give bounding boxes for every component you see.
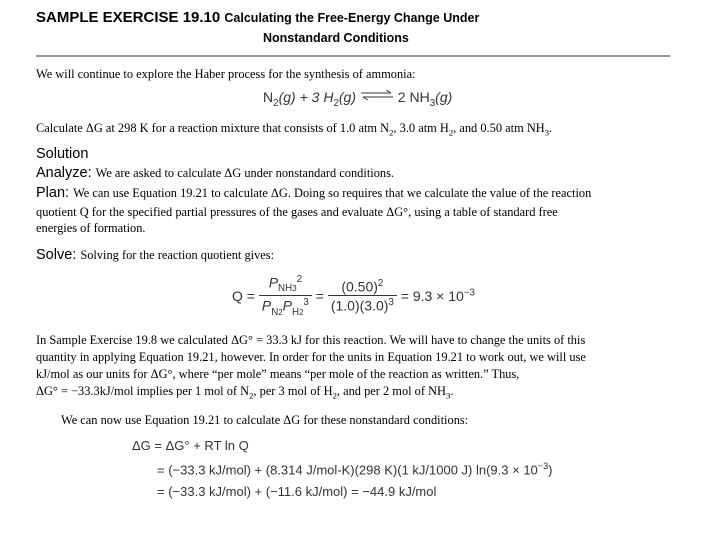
explanation-paragraph [36,332,686,404]
plan-text-2: quotient Q for the specified partial pressures of the gases and evaluate ΔG°, using a table of standard free [36,205,558,219]
equilibrium-arrow-icon [360,87,394,103]
q-num-sub2: 3 [292,284,297,294]
q-den-value-sup: 3 [388,297,394,309]
solve-text: Solving for the reaction quotient gives: [80,248,275,262]
problem-statement [36,120,552,141]
q-result-exp: −3 [463,287,475,299]
q-equation [232,274,475,318]
q-num-value: (0.50) [341,278,378,295]
problem-sub-nh3: 3 [544,127,550,138]
dg-equation-row1: ΔG = ΔG° + RT ln Q [132,438,249,453]
problem-part4: . [549,121,553,135]
dg-row2-exp: −3 [537,461,549,471]
q-den-sub1b: 2 [278,307,283,317]
exercise-number: SAMPLE EXERCISE 19.10 [36,9,221,26]
exercise-title-line1: Calculating the Free-Energy Change Under [224,11,480,25]
paragraph-line4d: . [450,384,454,398]
q-fraction-numeric [328,278,397,314]
product-nh3-sub: 3 [429,97,436,109]
problem-part1: Calculate ΔG at 298 K for a reaction mixture that consists of 1.0 atm N [36,121,390,135]
q-result [401,288,475,304]
product-state: (g) [435,89,453,105]
analyze-label: Analyze: [36,165,92,181]
problem-sub-h2: 2 [448,127,454,138]
final-intro: We can now use Equation 19.21 to calculate ΔG for these nonstandard conditions: [61,413,469,427]
intro-text: We will continue to explore the Haber process for the synthesis of ammonia: [36,67,416,81]
dg-equation-row2 [157,461,553,477]
q-num-value-sup: 2 [377,277,384,289]
header [36,9,479,26]
solve-line [36,246,274,264]
exercise-title-line2: Nonstandard Conditions [263,31,409,45]
reactant-h-sub: 2 [333,97,339,109]
plan-line [36,184,591,202]
q-den-p2: P [282,298,292,315]
paragraph-line3: kJ/mol as our units for ΔG°, where “per mole” means “per mole of the reaction as written.” Thus, [36,367,520,381]
reactant-h-state: (g) [338,89,357,105]
q-num-p: P [268,274,279,291]
q-num-sub: NH [278,283,293,295]
dg-equation-row3: = (−33.3 kJ/mol) + (−11.6 kJ/mol) = −44.9 kJ/mol [157,484,437,499]
solution-heading: Solution [36,146,89,162]
reactant-h: (g) + 3 H [278,89,334,105]
paragraph-line4 [36,383,686,404]
q-den-sub1: N [271,306,279,318]
problem-part2: , 3.0 atm H [393,121,449,135]
plan-label: Plan: [36,185,70,201]
plan-text-1: We can use Equation 19.21 to calculate ΔG. Doing so requires that we calculate the value of the reaction [73,186,592,200]
reactant-n: N [263,89,274,105]
paragraph-sub-n2: 2 [249,390,254,401]
q-lhs: Q = [232,287,255,304]
analyze-line [36,164,394,182]
paragraph-line4a: ΔG° = −33.3kJ/mol implies per 1 mol of N [36,384,250,398]
q-den-value: (1.0)(3.0) [330,298,389,315]
q-num-sup: 2 [296,274,303,285]
q-den-sub2: H [291,306,300,318]
q-den-p1: P [261,298,272,315]
analyze-text: We are asked to calculate ΔG under nonstandard conditions. [95,166,395,180]
paragraph-line4c: , and per 2 mol of NH [336,384,446,398]
q-result-value: = 9.3 × 10 [400,288,464,305]
product-nh3: 2 NH [397,89,430,105]
problem-sub-n2: 2 [389,127,394,138]
problem-part3: , and 0.50 atm NH [453,121,545,135]
solve-label: Solve: [36,247,77,263]
q-equals: = [315,287,324,304]
reaction-equation [263,89,452,109]
paragraph-line4b: , per 3 mol of H [253,384,333,398]
q-fraction-symbolic [259,274,312,318]
q-den-sup: 3 [303,297,309,309]
dg-row2-end: ) [548,462,553,478]
paragraph-sub-nh3: 3 [446,390,451,401]
header-divider [36,55,670,57]
q-den-sub2b: 2 [299,307,304,317]
paragraph-sub-h2: 2 [332,390,337,401]
dg-row2-text: = (−33.3 kJ/mol) + (8.314 J/mol-K)(298 K)(1 kJ/1000 J) ln(9.3 × 10 [157,462,538,478]
plan-text-3: energies of formation. [36,221,146,235]
paragraph-line1: In Sample Exercise 19.8 we calculated ΔG° = 33.3 kJ for this reaction. We will have to change the units of this [36,333,586,347]
paragraph-line2: quantity in applying Equation 19.21, however. In order for the units in Equation 19.21 to work out, we will use [36,350,586,364]
reactant-n-sub: 2 [273,97,279,109]
